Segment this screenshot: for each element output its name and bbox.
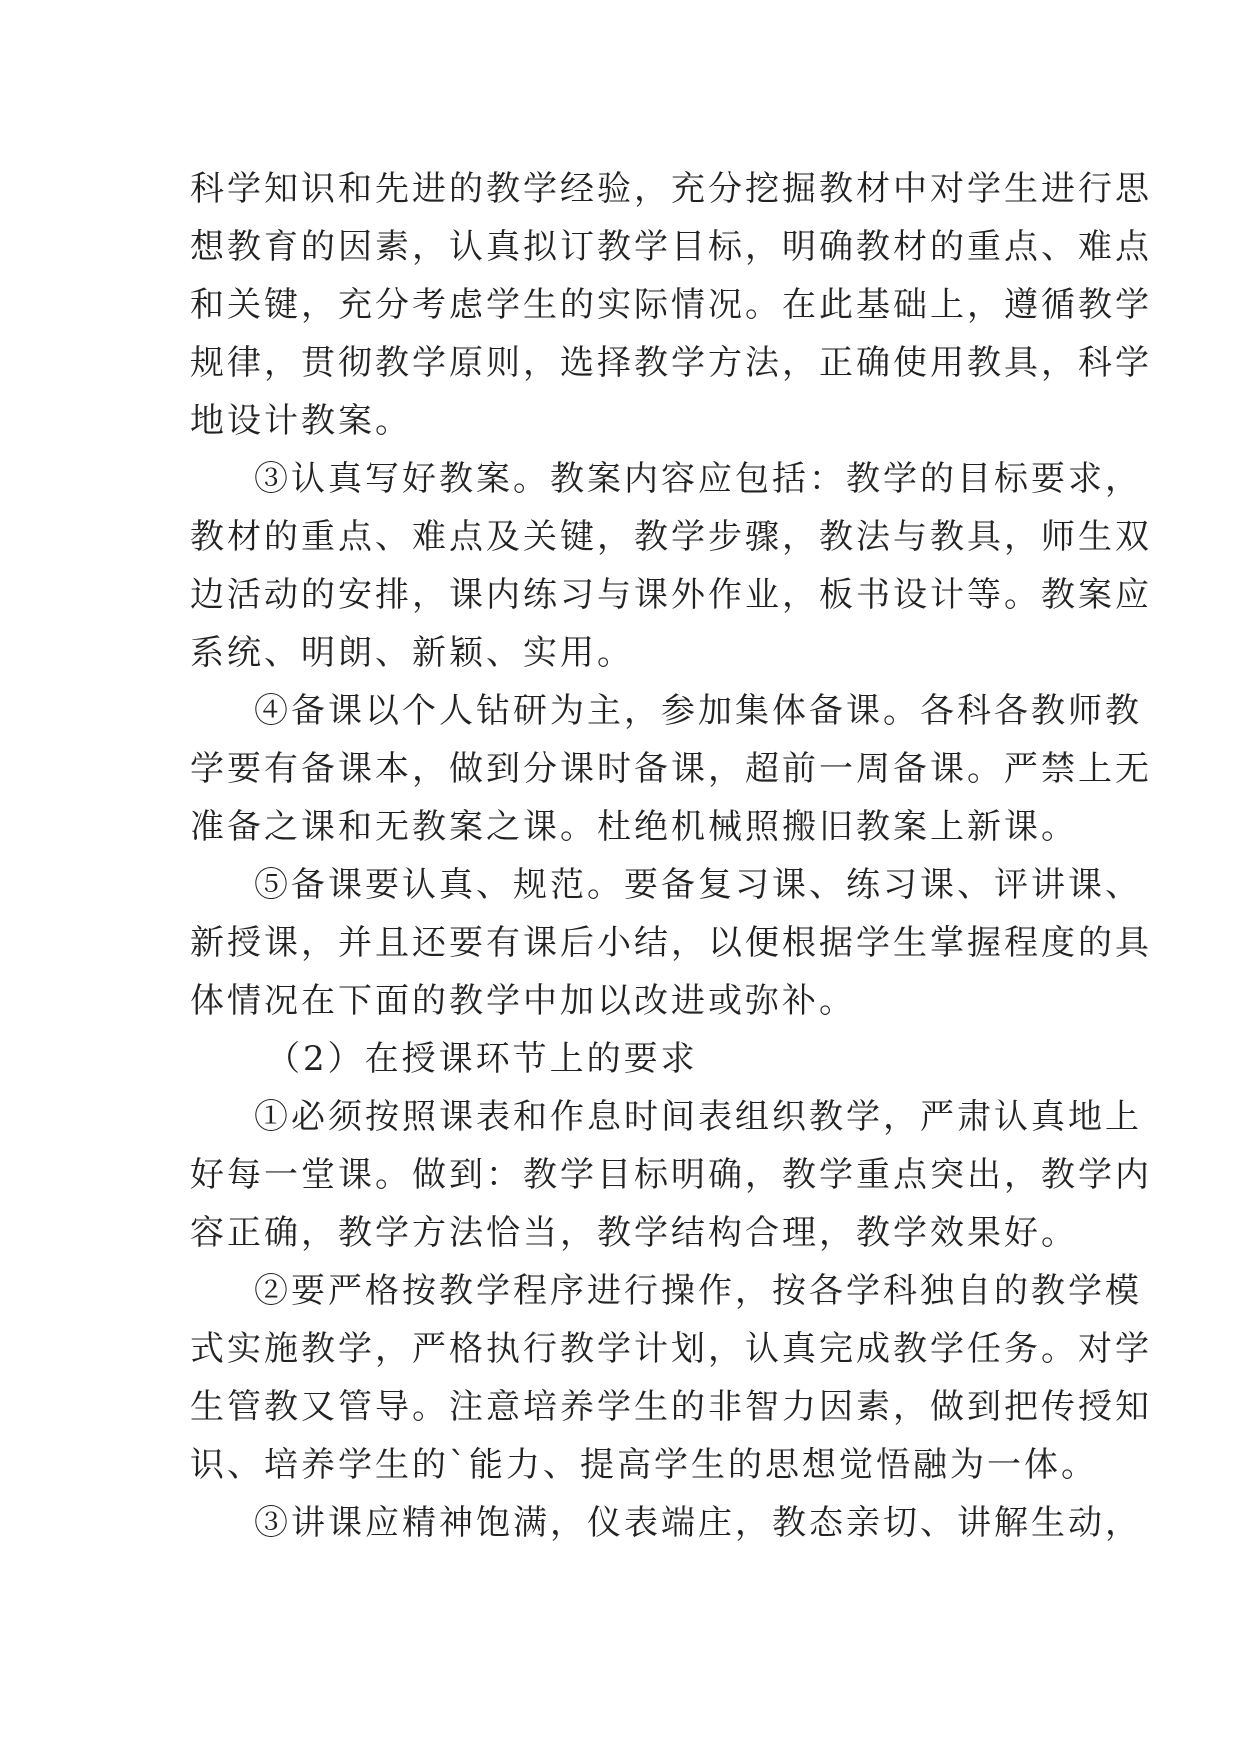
section-heading: （2）在授课环节上的要求	[266, 1039, 698, 1079]
text-line: 准备之课和无教案之课。杜绝机械照搬旧教案上新课。	[190, 807, 1078, 847]
paragraph-start-item-3: ③认真写好教案。教案内容应包括：教学的目标要求，	[254, 459, 1142, 499]
text-line: 学要有备课本，做到分课时备课，超前一周备课。严禁上无	[190, 749, 1152, 789]
text-line: 规律，贯彻教学原则，选择教学方法，正确使用教具，科学	[190, 343, 1152, 383]
text-line: 科学知识和先进的教学经验，充分挖掘教材中对学生进行思	[190, 169, 1152, 209]
text-line: 新授课，并且还要有课后小结，以便根据学生掌握程度的具	[190, 923, 1152, 963]
paragraph-start-item-4: ④备课以个人钻研为主，参加集体备课。各科各教师教	[254, 691, 1142, 731]
text-line: 体情况在下面的教学中加以改进或弥补。	[190, 981, 856, 1021]
text-line: 式实施教学，严格执行教学计划，认真完成教学任务。对学	[190, 1329, 1152, 1369]
text-line: 生管教又管导。注意培养学生的非智力因素，做到把传授知	[190, 1387, 1152, 1427]
text-line: 系统、明朗、新颖、实用。	[190, 633, 634, 673]
text-line: 识、培养学生的`能力、提高学生的思想觉悟融为一体。	[190, 1445, 1098, 1485]
paragraph-start-item-2: ②要严格按教学程序进行操作，按各学科独自的教学模	[254, 1271, 1142, 1311]
text-line: 边活动的安排，课内练习与课外作业，板书设计等。教案应	[190, 575, 1152, 615]
text-line: 好每一堂课。做到：教学目标明确，教学重点突出，教学内	[190, 1155, 1152, 1195]
paragraph-start-item-5: ⑤备课要认真、规范。要备复习课、练习课、评讲课、	[254, 865, 1142, 905]
text-line: 和关键，充分考虑学生的实际情况。在此基础上，遵循教学	[190, 285, 1152, 325]
text-line: 教材的重点、难点及关键，教学步骤，教法与教具，师生双	[190, 517, 1152, 557]
text-line: 容正确，教学方法恰当，教学结构合理，教学效果好。	[190, 1213, 1078, 1253]
text-line: 地设计教案。	[190, 401, 412, 441]
paragraph-start-item-1: ①必须按照课表和作息时间表组织教学，严肃认真地上	[254, 1097, 1142, 1137]
text-line: 想教育的因素，认真拟订教学目标，明确教材的重点、难点	[190, 227, 1152, 267]
document-body	[190, 160, 1152, 1552]
paragraph-start-item-3b: ③讲课应精神饱满，仪表端庄，教态亲切、讲解生动，	[254, 1503, 1142, 1543]
